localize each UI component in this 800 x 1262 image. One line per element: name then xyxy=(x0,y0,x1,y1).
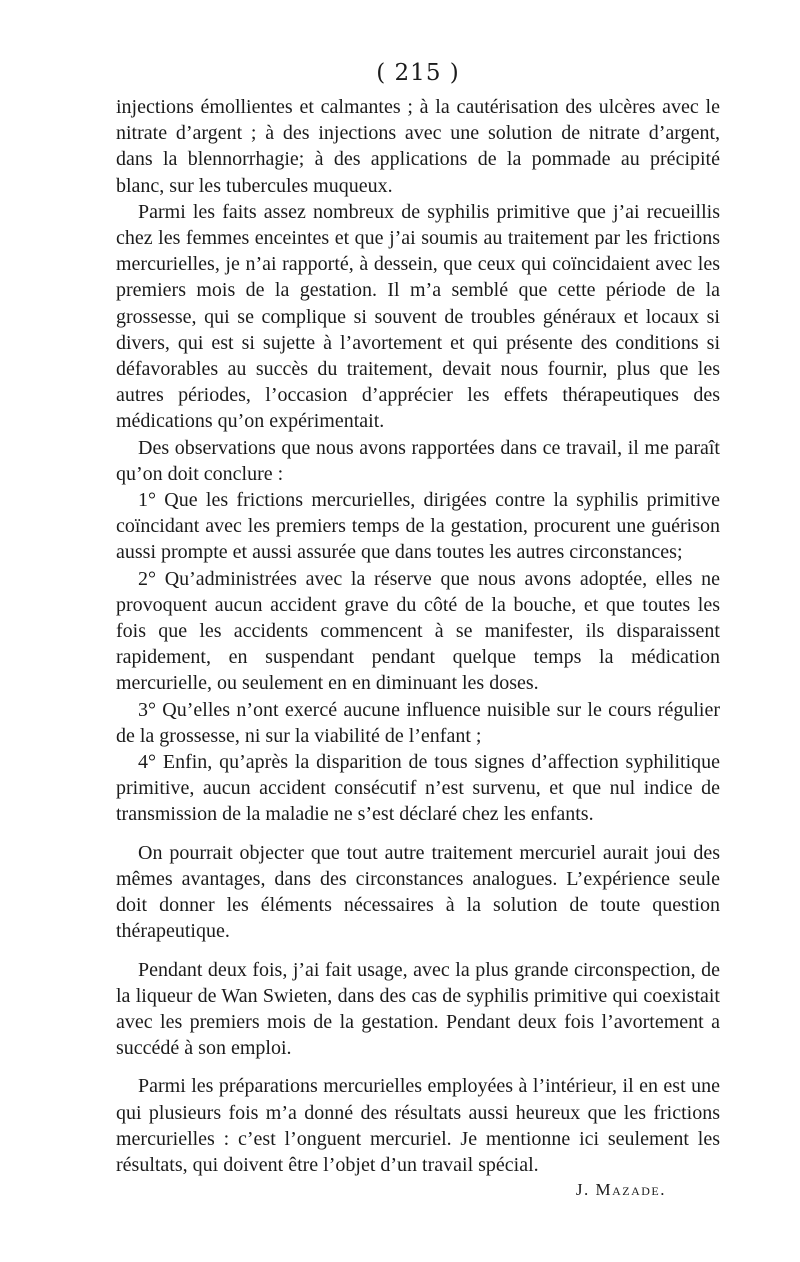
paragraph-continuation: injections émollientes et calmantes ; à la cautérisation des ulcères avec le nitrate d’argent ; à des injections avec une solution de nitrate d’argent, dans la blennorrhagie; à des applications de la pommade au précipité blanc, sur les tubercules muqueux. xyxy=(116,96,720,197)
paragraph-gap xyxy=(116,945,720,957)
paragraph-syphilis-cases: Parmi les faits assez nombreux de syphilis primitive que j’ai recueillis chez les femmes enceintes et que j’ai soumis au traitement par les frictions mercurielles, je n’ai rapporté, à dessein, que ceux qui coïncidaient avec les premiers mois de la gestation. Il m’a semblé que cette période de la grossesse, qui se complique si souvent de troubles généraux et locaux si divers, qui est si sujette à l’avortement et qui présente des conditions si défavorables au succès du traitement, devait nous fournir, plus que les autres périodes, l’occasion d’apprécier les effets thérapeutiques des médications qu’on expérimentait. xyxy=(116,200,720,433)
paragraph-conclusion-intro: Des observations que nous avons rapportées dans ce travail, il me paraît qu’on doit conclure : xyxy=(116,436,720,485)
paragraph-gap xyxy=(116,828,720,840)
paragraph-conclusion-1: 1° Que les frictions mercurielles, dirigées contre la syphilis primitive coïncidant avec les premiers temps de la gestation, procurent une guérison aussi prompte et aussi assurée que dans toutes les autres circonstances; xyxy=(116,489,720,564)
paragraph-conclusion-2: 2° Qu’administrées avec la réserve que nous avons adoptée, elles ne provoquent aucun accident grave du côté de la bouche, et que toutes les fois que les accidents commencent à se manifester, ils disparaissent rapidement, en suspendant pendant quelque temps la médication mercurielle, ou seulement en en diminuant les doses. xyxy=(116,567,720,695)
paragraph-wan-swieten: Pendant deux fois, j’ai fait usage, avec la plus grande circonspection, de la liqueur de Wan Swieten, dans des cas de syphilis primitive qui coexistait avec les premiers mois de la gestation. Pendant deux fois l’avortement a succédé à son emploi. xyxy=(116,958,720,1060)
paragraph-conclusion-4: 4° Enfin, qu’après la disparition de tous signes d’affection syphilitique primitive, aucun accident consécutif n’est survenu, et que nul indice de transmission de la maladie ne s’est déclaré chez les enfants. xyxy=(116,751,720,826)
paragraph-conclusion-3: 3° Qu’elles n’ont exercé aucune influence nuisible sur le cours régulier de la grossesse, ni sur la viabilité de l’enfant ; xyxy=(116,698,720,747)
author-signature: J. Mazade. xyxy=(575,1180,666,1200)
paragraph-internal-preparations: Parmi les préparations mercurielles employées à l’intérieur, il en est une qui plusieurs fois m’a donné des résultats aussi heureux que les frictions mercurielles : c’est l’onguent mercuriel. Je mentionne ici seulement les résultats, qui doivent être l’objet d’un travail spécial. xyxy=(116,1075,720,1176)
body-text xyxy=(116,94,720,1178)
page-number: ( 215 ) xyxy=(376,60,460,86)
paragraph-objection: On pourrait objecter que tout autre traitement mercuriel aurait joui des mêmes avantages, dans des circonstances analogues. L’expérience seule doit donner les éléments nécessaires à la solution de toute question thérapeutique. xyxy=(116,841,720,943)
paragraph-gap xyxy=(116,1061,720,1073)
